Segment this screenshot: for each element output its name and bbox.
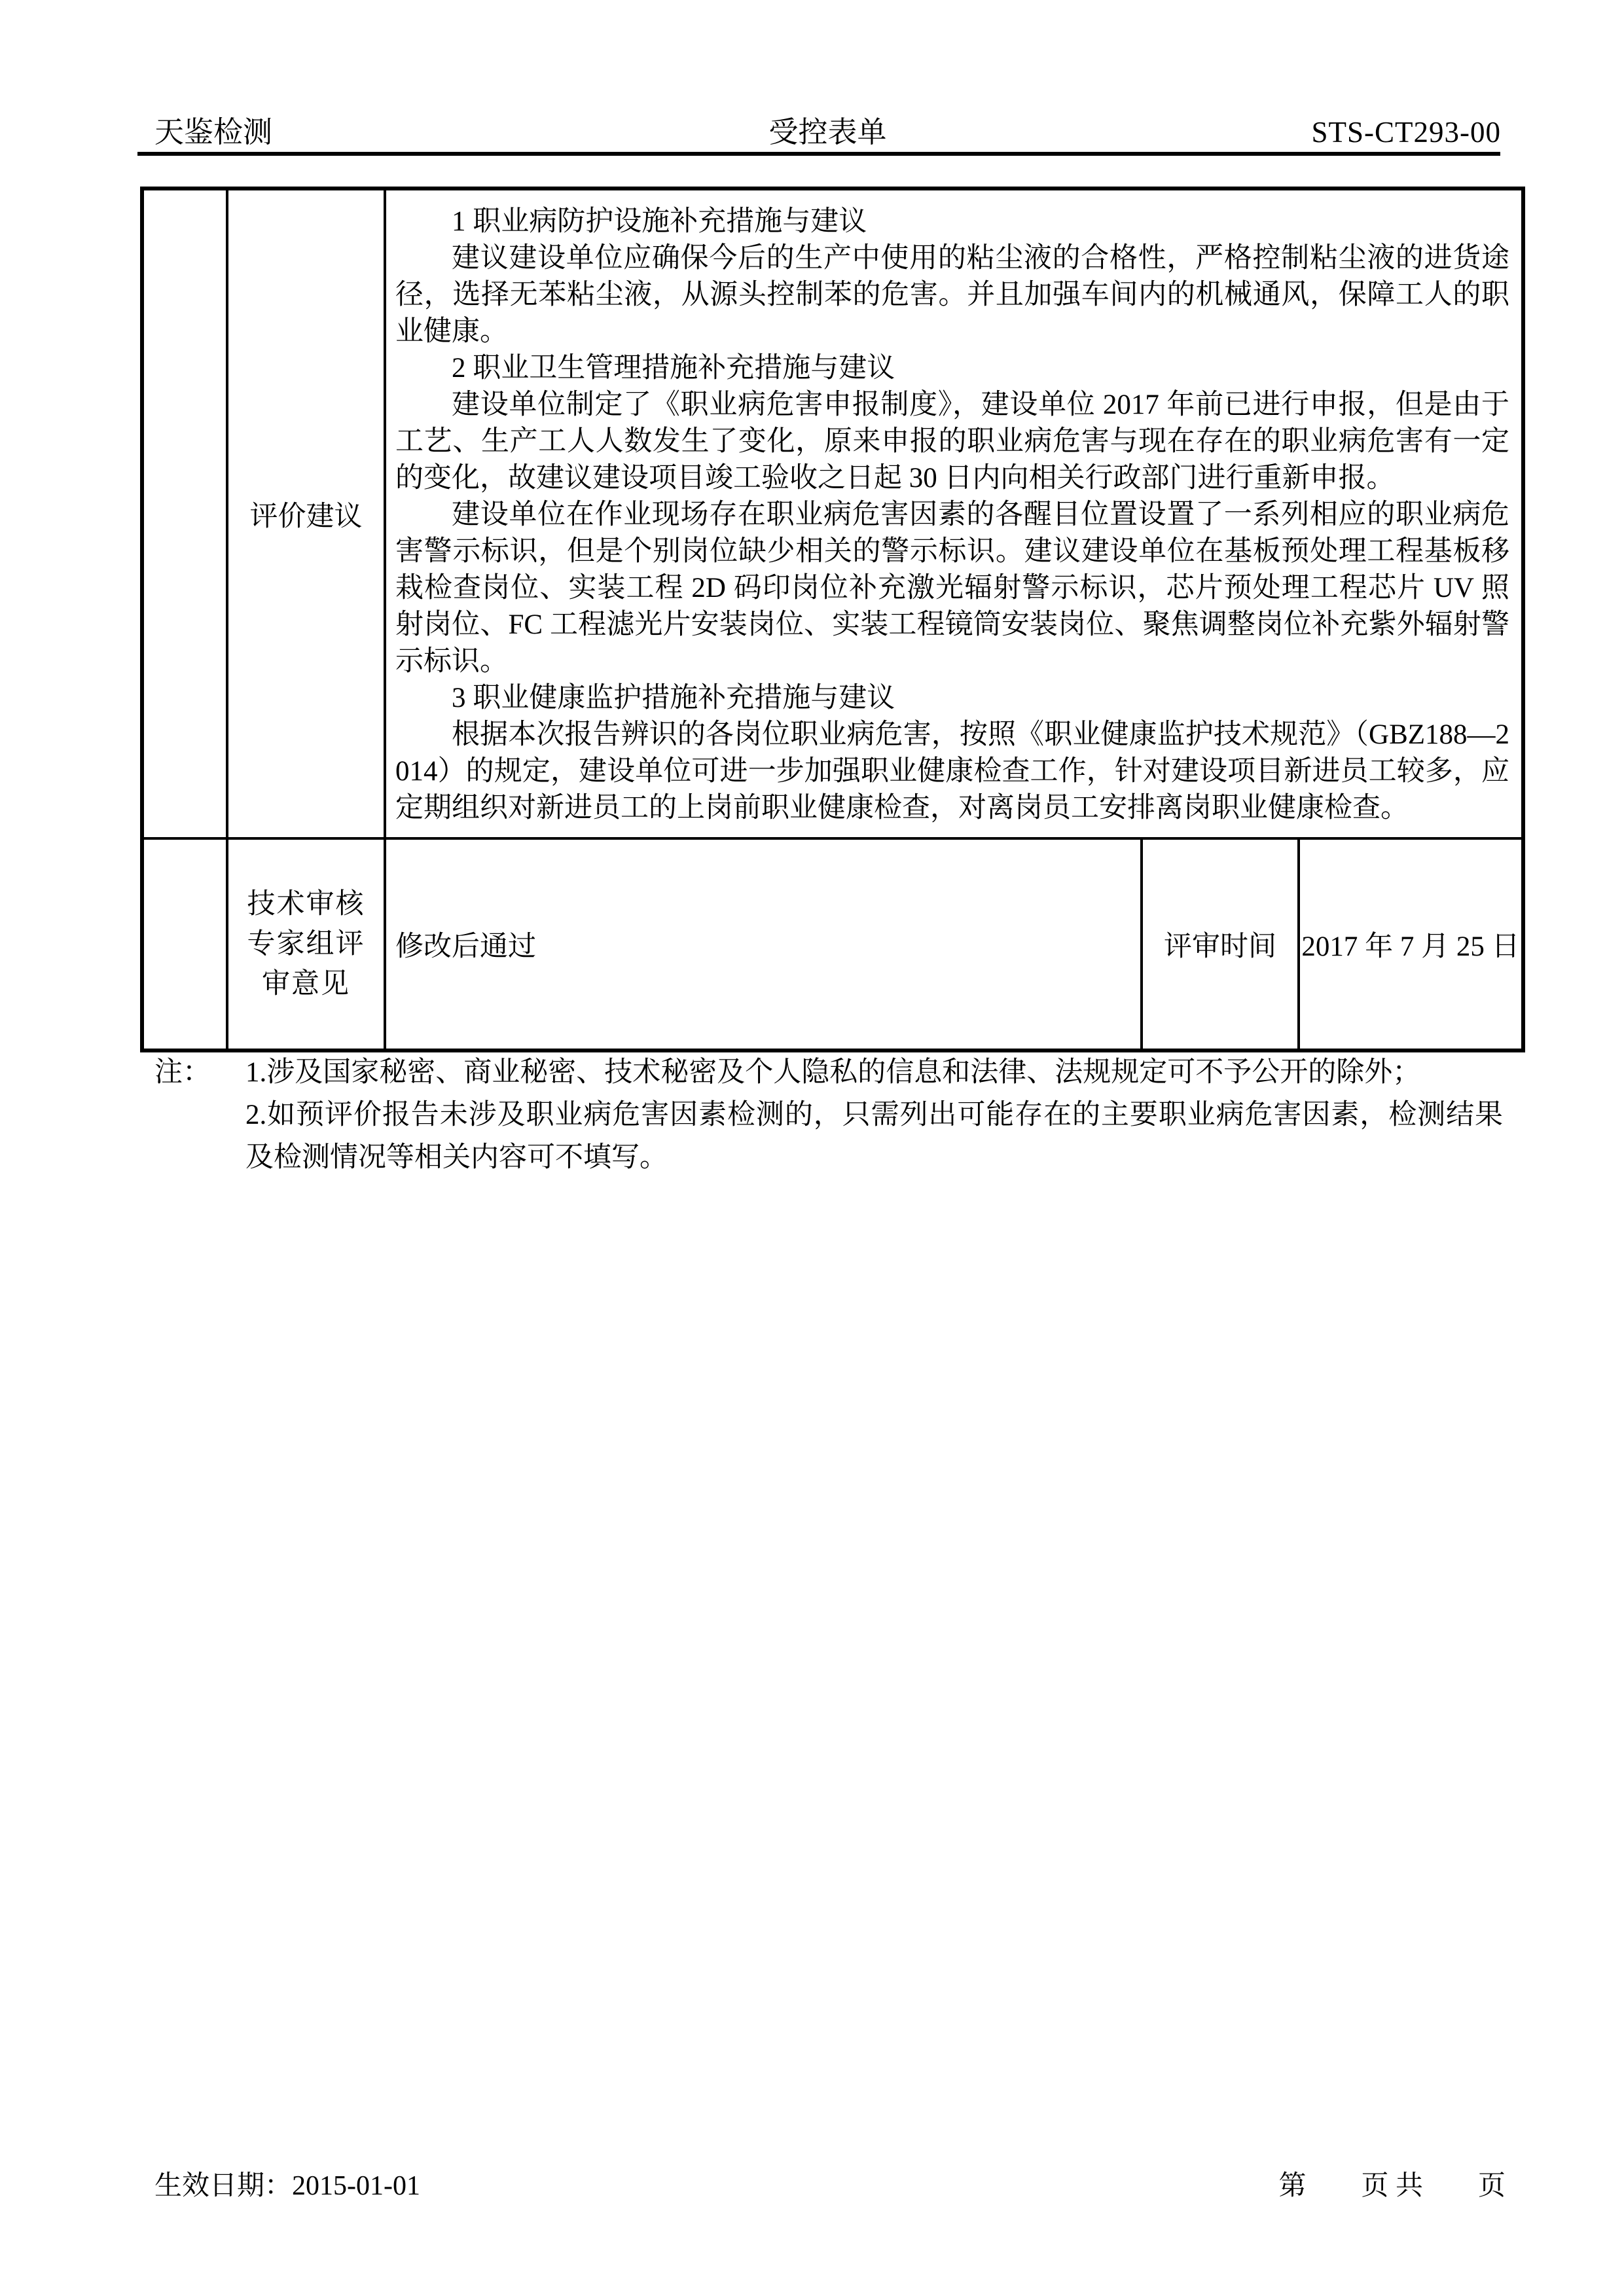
review-opinion-cell: 修改后通过 (385, 838, 1142, 1050)
evaluation-paragraph: 建设单位在作业现场存在职业病危害因素的各醒目位置设置了一系列相应的职业病危害警示标识，但是个别岗位缺少相关的警示标识。建议建设单位在基板预处理工程基板移栽检查岗位、实装工程 2D 码印岗位补充激光辐射警示标识，芯片预处理工程芯片 UV 照射岗位、FC 工程滤光片安装岗位、实装工程镜筒安装岗位、聚焦调整岗位补充紫外辐射警示标识。 (395, 499, 1510, 677)
evaluation-paragraph: 3 职业健康监护措施补充措施与建议 (452, 683, 895, 713)
note-item: 2.如预评价报告未涉及职业病危害因素检测的，只需列出可能存在的主要职业病危害因素，检测结果及检测情况等相关内容可不填写。 (245, 1100, 1503, 1173)
evaluation-paragraph: 根据本次报告辨识的各岗位职业病危害，按照《职业健康监护技术规范》（GBZ188—2014）的规定，建设单位可进一步加强职业健康检查工作，针对建设项目新进员工较多，应定期组织对新进员工的上岗前职业健康检查，对离岗员工安排离岗职业健康检查。 (395, 719, 1510, 823)
notes-label: 注： (154, 1057, 211, 1088)
header-company: 天鉴检测 (154, 116, 273, 149)
evaluation-paragraph: 1 职业病防护设施补充措施与建议 (452, 206, 867, 237)
footer-page-info: 第 页 共 页 (1278, 2171, 1506, 2201)
table-row-evaluation (142, 188, 1523, 838)
review-label-text: 技术审核专家组评审意见 (247, 889, 365, 999)
evaluation-label-cell: 评价建议 (227, 188, 385, 838)
review-time-value-cell: 2017 年 7 月 25 日 (1299, 838, 1523, 1050)
table-row-review (142, 838, 1523, 1050)
notes-items (245, 1051, 1503, 1179)
review-time-label-cell: 评审时间 (1142, 838, 1299, 1050)
form-table (140, 187, 1525, 1052)
review-label-cell (227, 838, 385, 1050)
footer-effective-date: 生效日期：2015-01-01 (154, 2171, 420, 2201)
document-footer (154, 2165, 1506, 2207)
empty-side-cell (142, 838, 227, 1050)
note-item: 1.涉及国家秘密、商业秘密、技术秘密及个人隐私的信息和法律、法规规定可不予公开的除外； (245, 1057, 1421, 1088)
header-divider-rule (137, 152, 1500, 156)
empty-side-cell (142, 188, 227, 838)
notes-section (154, 1051, 1503, 1179)
header-doc-number: STS-CT293-00 (1311, 116, 1501, 149)
header-title: 受控表单 (768, 116, 887, 149)
evaluation-paragraph: 建议建设单位应确保今后的生产中使用的粘尘液的合格性，严格控制粘尘液的进货途径，选择无苯粘尘液，从源头控制苯的危害。并且加强车间内的机械通风，保障工人的职业健康。 (395, 243, 1510, 347)
evaluation-paragraph: 2 职业卫生管理措施补充措施与建议 (452, 353, 895, 384)
evaluation-content-cell (385, 188, 1523, 838)
evaluation-paragraph: 建设单位制定了《职业病危害申报制度》，建设单位 2017 年前已进行申报，但是由于工艺、生产工人人数发生了变化，原来申报的职业病危害与现在存在的职业病危害有一定的变化，故建议建设项目竣工验收之日起 30 日内向相关行政部门进行重新申报。 (395, 389, 1510, 493)
document-header (154, 115, 1501, 149)
